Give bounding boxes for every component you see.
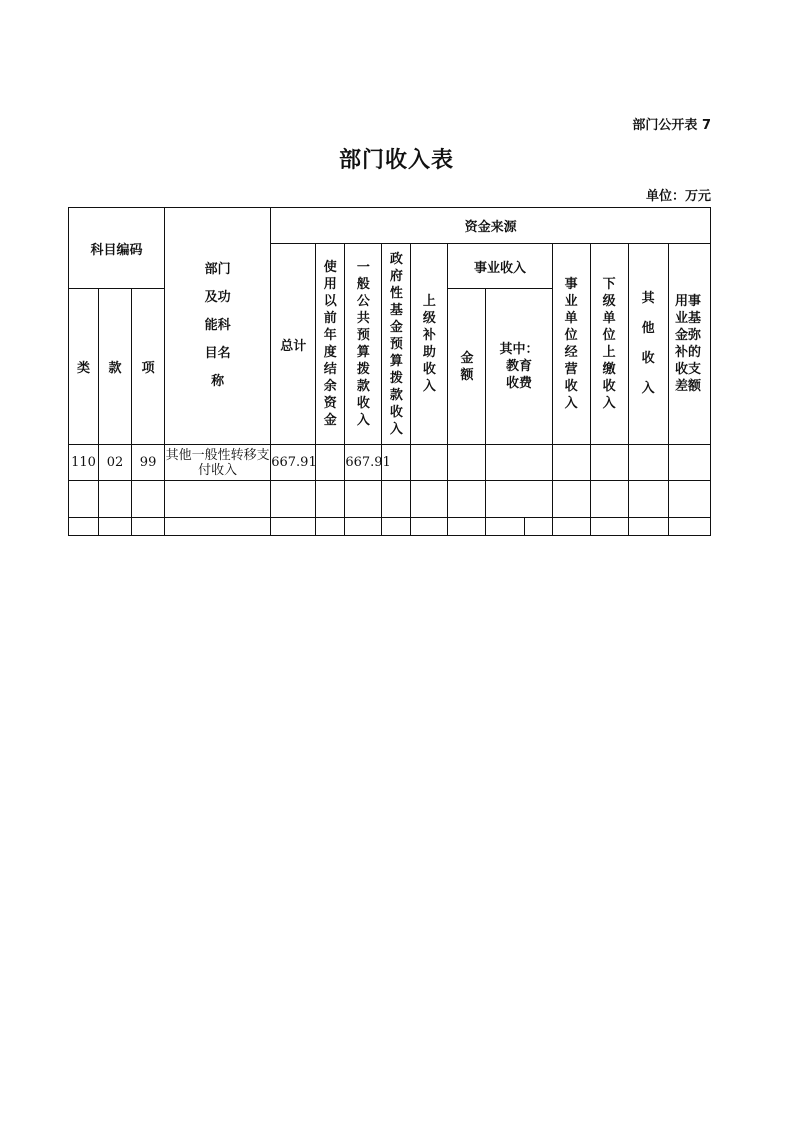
table-row bbox=[69, 481, 711, 518]
header-subject-code: 科目编码 bbox=[69, 208, 165, 289]
page-title: 部门收入表 bbox=[338, 148, 454, 173]
row-lei: 110 bbox=[69, 445, 99, 481]
row-fund-balance bbox=[668, 445, 710, 481]
header-amount: 金额 bbox=[448, 289, 486, 445]
header-edu-fee: 其中： 教育 收费 bbox=[486, 289, 552, 445]
header-general-budget: 一般公共预算拨款收入 bbox=[345, 244, 382, 445]
header-lei: 类 bbox=[69, 289, 99, 445]
row-other-income bbox=[628, 445, 668, 481]
table-row bbox=[69, 445, 711, 481]
row-name: 其他一般性转移支付收入 bbox=[165, 445, 271, 481]
header-total: 总计 bbox=[271, 244, 316, 445]
table-row bbox=[69, 518, 711, 536]
row-business-operating bbox=[552, 445, 590, 481]
header-prior-balance: 使用以前年度结余资金 bbox=[316, 244, 345, 445]
header-dept-name: 部门 及功 能科 目名 称 bbox=[165, 208, 271, 445]
row-total: 667.91 bbox=[271, 445, 316, 481]
income-table bbox=[68, 207, 711, 536]
row-amount bbox=[448, 445, 486, 481]
header-other-income: 其 他 收 入 bbox=[628, 244, 668, 445]
header-business-income: 事业收入 bbox=[448, 244, 552, 289]
row-general-budget: 667.91 bbox=[345, 445, 382, 481]
header-business-operating: 事业单位经营收入 bbox=[552, 244, 590, 445]
row-prior-balance bbox=[316, 445, 345, 481]
header-superior-subsidy: 上级补助收入 bbox=[411, 244, 448, 445]
unit-label: 单位：万元 bbox=[645, 189, 711, 204]
row-xiang: 99 bbox=[132, 445, 165, 481]
header-subordinate-payment: 下级单位上缴收入 bbox=[590, 244, 628, 445]
row-edu-fee bbox=[486, 445, 552, 481]
form-number: 部门公开表 7 bbox=[632, 118, 711, 133]
row-superior-subsidy bbox=[411, 445, 448, 481]
header-xiang: 项 bbox=[132, 289, 165, 445]
header-fund-balance: 用事业基金弥补的收支差额 bbox=[668, 244, 710, 445]
header-kuan: 款 bbox=[99, 289, 132, 445]
row-subordinate-payment bbox=[590, 445, 628, 481]
header-gov-fund: 政府性基金预算拨款收入 bbox=[382, 244, 411, 445]
header-fund-source: 资金来源 bbox=[271, 208, 711, 244]
row-kuan: 02 bbox=[99, 445, 132, 481]
